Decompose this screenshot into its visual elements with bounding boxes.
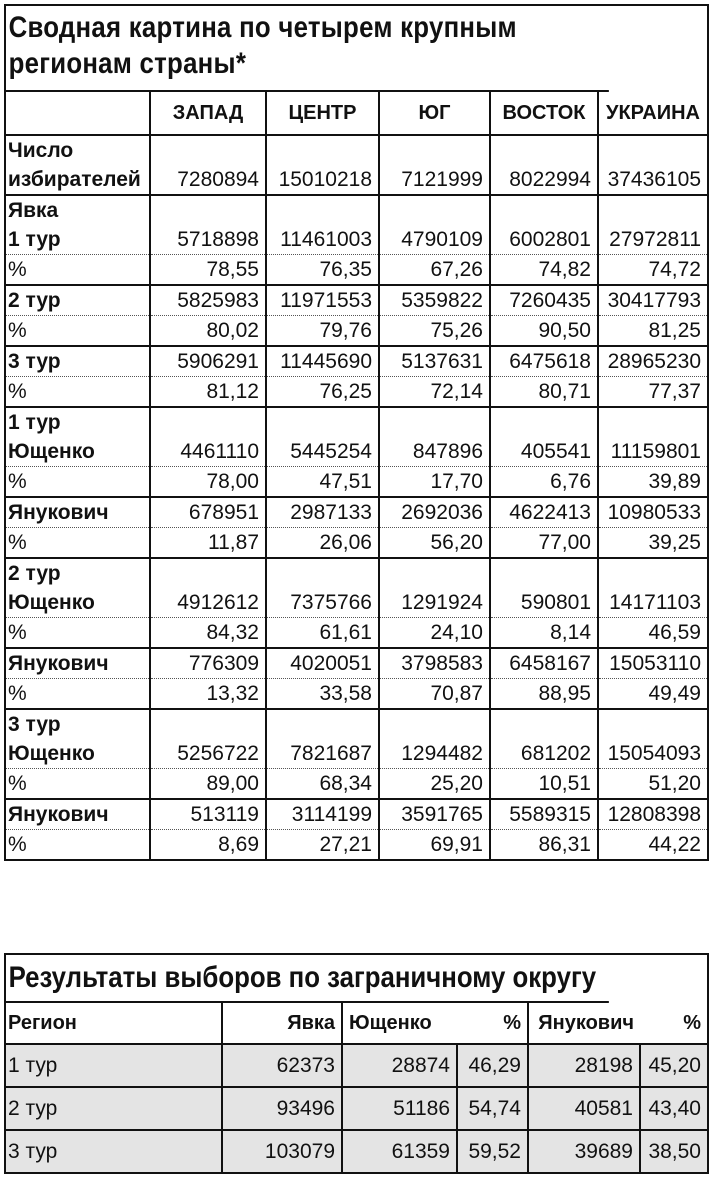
cell-value: 88,95 [490,679,598,710]
cell-value: 28965230 [598,346,707,377]
cell-value: 5256722 [150,739,266,769]
cell-value: 69,91 [379,830,490,860]
table-row [6,769,707,800]
cell-value: 11461003 [266,225,379,255]
header-south: ЮГ [379,92,490,135]
cell-value: 2692036 [379,497,490,528]
table-row [6,195,707,225]
table-row [6,679,707,710]
foreign-title: Результаты выборов по заграничному округу [6,955,609,1003]
cell-value: 77,00 [490,528,598,559]
cell-value: 2987133 [266,497,379,528]
header-yanukovych: Янукович [528,1003,640,1044]
cell-value: 15054093 [598,739,707,769]
cell-value [379,407,490,437]
cell-value [598,558,707,588]
cell-value: 10,51 [490,769,598,800]
cell-value [490,195,598,225]
table-row [6,739,707,769]
table-row [6,799,707,830]
foreign-header-row [6,1003,707,1044]
cell-value: 90,50 [490,316,598,347]
cell-yanukovych: 28198 [528,1044,640,1087]
row-label: 1 тур [8,411,61,434]
row-label: Число [8,139,74,162]
cell-value: 4622413 [490,497,598,528]
table-row [6,830,707,860]
table-row [6,709,707,739]
summary-header-row [6,92,707,135]
row-label: Ющенко [6,588,150,618]
cell-value: 17,70 [379,467,490,498]
cell-value: 39,89 [598,467,707,498]
cell-value: 5445254 [266,437,379,467]
row-label: % [6,377,150,408]
cell-value: 77,37 [598,377,707,408]
cell-value: 13,32 [150,679,266,710]
cell-value: 56,20 [379,528,490,559]
header-east: ВОСТОК [490,92,598,135]
cell-turnout: 93496 [222,1087,342,1130]
cell-value: 68,34 [266,769,379,800]
cell-value: 81,25 [598,316,707,347]
cell-value: 847896 [379,437,490,467]
cell-pct1: 59,52 [457,1130,528,1172]
cell-value: 67,26 [379,255,490,286]
cell-value [379,709,490,739]
summary-table-box [4,4,709,861]
foreign-body [6,1044,707,1172]
row-label: Ющенко [6,739,150,769]
table-row [6,377,707,408]
cell-value: 75,26 [379,316,490,347]
table-row [6,588,707,618]
cell-value: 4912612 [150,588,266,618]
cell-value: 6458167 [490,648,598,679]
table-row [6,437,707,467]
cell-pct2: 38,50 [640,1130,707,1172]
cell-value: 4790109 [379,225,490,255]
table-row [6,467,707,498]
cell-value: 8,69 [150,830,266,860]
header-center: ЦЕНТР [266,92,379,135]
cell-value [598,407,707,437]
cell-value: 3591765 [379,799,490,830]
cell-value [266,558,379,588]
cell-value: 30417793 [598,285,707,316]
header-pct-yanukovych: % [640,1003,707,1044]
cell-value: 513119 [150,799,266,830]
cell-value: 5906291 [150,346,266,377]
cell-value: 78,55 [150,255,266,286]
cell-value [490,558,598,588]
cell-value: 15053110 [598,648,707,679]
table-row [6,346,707,377]
cell-value: 1291924 [379,588,490,618]
cell-value: 25,20 [379,769,490,800]
table-row [6,407,707,437]
header-turnout: Явка [222,1003,342,1044]
cell-value: 12808398 [598,799,707,830]
cell-value: 72,14 [379,377,490,408]
cell-value: 8022994 [490,165,598,195]
row-label: Янукович [6,648,150,679]
summary-title-line2: регионам страны* [8,47,247,80]
cell-value: 84,32 [150,618,266,649]
table-row [6,135,707,165]
cell-value [598,195,707,225]
cell-value: 80,02 [150,316,266,347]
row-label: избирателей [6,165,150,195]
cell-value [490,407,598,437]
row-label: 1 тур [6,225,150,255]
cell-value: 44,22 [598,830,707,860]
cell-value: 74,82 [490,255,598,286]
cell-value: 15010218 [266,165,379,195]
foreign-table-box [4,953,709,1174]
cell-value: 86,31 [490,830,598,860]
table-row [6,648,707,679]
cell-value [266,709,379,739]
cell-value: 47,51 [266,467,379,498]
cell-value: 776309 [150,648,266,679]
cell-value: 10980533 [598,497,707,528]
cell-value: 11971553 [266,285,379,316]
cell-label: 1 тур [6,1044,222,1087]
row-label: Янукович [6,799,150,830]
cell-value: 5589315 [490,799,598,830]
cell-value: 5718898 [150,225,266,255]
row-label: % [8,833,27,856]
row-label: % [6,769,150,800]
foreign-table [6,1003,707,1172]
cell-value: 11159801 [598,437,707,467]
cell-label: 2 тур [6,1087,222,1130]
cell-yushchenko: 28874 [342,1044,457,1087]
cell-value: 678951 [150,497,266,528]
summary-title-line1: Сводная картина по четырем крупным [8,11,517,44]
cell-value: 27972811 [598,225,707,255]
cell-value: 590801 [490,588,598,618]
cell-value: 46,59 [598,618,707,649]
cell-value: 8,14 [490,618,598,649]
cell-value: 61,61 [266,618,379,649]
row-label: 2 тур [6,285,150,316]
cell-value: 51,20 [598,769,707,800]
cell-value [266,135,379,165]
cell-value: 37436105 [598,165,707,195]
cell-value [598,135,707,165]
cell-value: 11445690 [266,346,379,377]
cell-value: 33,58 [266,679,379,710]
cell-turnout: 103079 [222,1130,342,1172]
cell-yushchenko: 61359 [342,1130,457,1172]
row-label: % [6,316,150,347]
table-row [6,497,707,528]
table-row [6,1044,707,1087]
cell-value [598,709,707,739]
cell-value: 74,72 [598,255,707,286]
cell-value [150,709,266,739]
row-label: Явка [8,199,59,222]
row-label: 3 тур [8,713,61,736]
cell-value: 24,10 [379,618,490,649]
cell-value: 4461110 [150,437,266,467]
cell-value: 80,71 [490,377,598,408]
cell-value: 6002801 [490,225,598,255]
table-row [6,558,707,588]
cell-yanukovych: 40581 [528,1087,640,1130]
cell-value: 14171103 [598,588,707,618]
row-label: Янукович [6,497,150,528]
row-label: 2 тур [8,562,61,585]
cell-value: 7121999 [379,165,490,195]
table-row [6,1087,707,1130]
cell-value [266,407,379,437]
table-row [6,285,707,316]
cell-yushchenko: 51186 [342,1087,457,1130]
row-label: % [6,679,150,710]
cell-value [150,407,266,437]
cell-value: 70,87 [379,679,490,710]
header-ukraine: УКРАИНА [598,92,707,135]
cell-value: 39,25 [598,528,707,559]
header-empty [6,92,150,135]
cell-value: 79,76 [266,316,379,347]
cell-value [379,558,490,588]
cell-value: 7280894 [150,165,266,195]
cell-value: 78,00 [150,467,266,498]
cell-value: 5825983 [150,285,266,316]
row-label: 3 тур [6,346,150,377]
header-yushchenko: Ющенко [342,1003,457,1044]
cell-value: 405541 [490,437,598,467]
row-label: % [6,618,150,649]
cell-pct2: 45,20 [640,1044,707,1087]
cell-value: 5359822 [379,285,490,316]
cell-value [150,195,266,225]
cell-value [490,709,598,739]
cell-value: 3114199 [266,799,379,830]
table-row [6,165,707,195]
cell-value: 81,12 [150,377,266,408]
table-row [6,255,707,286]
summary-body [6,135,707,859]
cell-value: 7375766 [266,588,379,618]
cell-value [150,135,266,165]
cell-turnout: 62373 [222,1044,342,1087]
cell-label: 3 тур [6,1130,222,1172]
cell-value: 5137631 [379,346,490,377]
row-label: % [6,528,150,559]
cell-value: 76,25 [266,377,379,408]
cell-value [490,135,598,165]
cell-value: 89,00 [150,769,266,800]
cell-value: 681202 [490,739,598,769]
cell-value: 26,06 [266,528,379,559]
row-label: % [6,467,150,498]
cell-value: 7821687 [266,739,379,769]
cell-pct1: 54,74 [457,1087,528,1130]
table-row [6,316,707,347]
cell-value: 6475618 [490,346,598,377]
cell-value [379,135,490,165]
table-row [6,528,707,559]
row-label: % [6,255,150,286]
cell-value: 7260435 [490,285,598,316]
cell-value: 27,21 [266,830,379,860]
cell-value: 11,87 [150,528,266,559]
table-row [6,618,707,649]
header-pct-yushchenko: % [457,1003,528,1044]
cell-value: 76,35 [266,255,379,286]
cell-pct2: 43,40 [640,1087,707,1130]
table-row [6,1130,707,1172]
cell-value: 1294482 [379,739,490,769]
cell-pct1: 46,29 [457,1044,528,1087]
row-label: Ющенко [6,437,150,467]
header-region: Регион [6,1003,222,1044]
summary-table [6,92,707,859]
cell-yanukovych: 39689 [528,1130,640,1172]
table-row [6,225,707,255]
cell-value: 3798583 [379,648,490,679]
cell-value [266,195,379,225]
cell-value [379,195,490,225]
cell-value: 6,76 [490,467,598,498]
header-west: ЗАПАД [150,92,266,135]
cell-value: 49,49 [598,679,707,710]
summary-title [6,6,609,92]
cell-value: 4020051 [266,648,379,679]
cell-value [150,558,266,588]
